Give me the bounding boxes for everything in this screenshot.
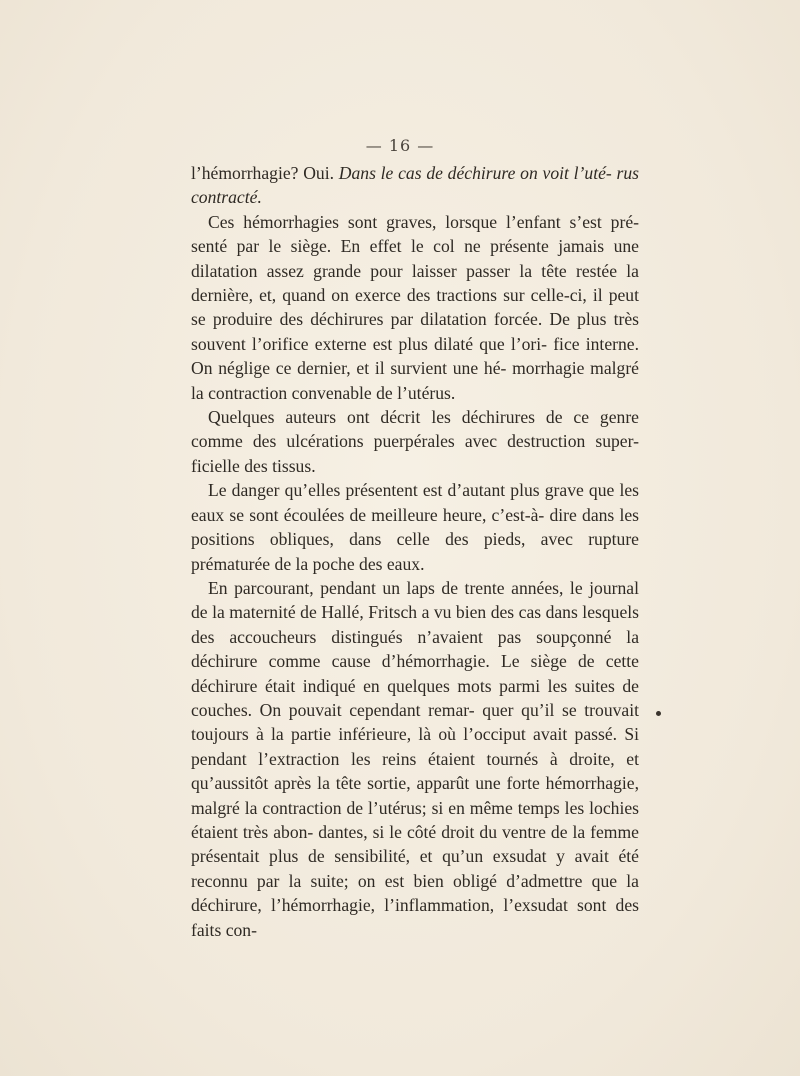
- body-text: [191, 161, 639, 942]
- paragraph-1-roman: l’hémorrhagie? Oui.: [191, 163, 339, 183]
- paragraph-2: Ces hémorrhagies sont graves, lorsque l’enfant s’est pré- senté par le siège. En effet le col ne présente jamais une dilatation assez grande pour laisser passer la tête restée la dernière, et, quand on exerce des tractions sur celle-ci, il peut se produire des déchirures par dilatation forcée. De plus très souvent l’orifice externe est plus dilaté que l’ori- fice interne. On néglige ce dernier, et il survient une hé- morrhagie malgré la contraction convenable de l’utérus.: [191, 211, 639, 403]
- paragraph-5: En parcourant, pendant un laps de trente années, le journal de la maternité de Hallé, Fritsch a vu bien des cas dans lesquels des accoucheurs distingués n’avaient pas soupçonné la déchirure comme cause d’hémorrhagie. Le siège de cette déchirure était indiqué en quelques mots parmi les suites de couches. On pouvait cependant remar- quer qu’il se trouvait toujours à la partie inférieure, là où l’occiput avait passé. Si pendant l’extraction les reins étaient tournés à droite, et qu’aussitôt après la tête sortie, apparût une forte hémorrhagie, malgré la contraction de l’utérus; si en même temps les lochies étaient très abon- dantes, si le côté droit du ventre de la femme présentait plus de sensibilité, et qu’un exsudat y avait été reconnu par la suite; on est bien obligé d’admettre que la déchirure, l’hémorrhagie, l’inflammation, l’exsudat sont des faits con-: [191, 577, 639, 940]
- paragraph-3: Quelques auteurs ont décrit les déchirures de ce genre comme des ulcérations puerpérales avec destruction super- ficielle des tissus.: [191, 407, 639, 476]
- paragraph-4: Le danger qu’elles présentent est d’autant plus grave que les eaux se sont écoulées de meilleure heure, c’est-à- dire dans les positions obliques, dans celle des pieds, avec rupture prématurée de la poche des eaux.: [191, 480, 639, 574]
- paragraph-1: [191, 161, 639, 210]
- ink-dot: [656, 711, 661, 716]
- paragraph-1-italic: Dans le cas de déchirure on voit l’uté- rus contracté.: [191, 163, 639, 208]
- page-number: — 16 —: [365, 136, 435, 155]
